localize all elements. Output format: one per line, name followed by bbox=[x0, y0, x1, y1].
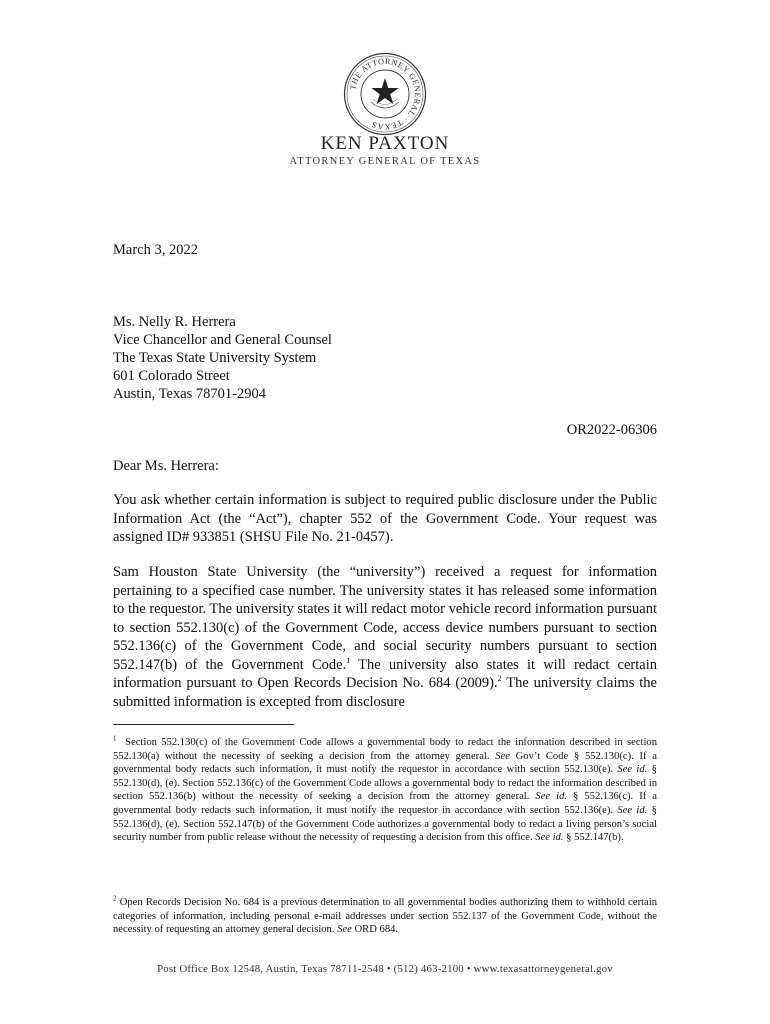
letterhead-footer: Post Office Box 12548, Austin, Texas 78711-2548 • (512) 463-2100 • www.texasattorneygeneral.gov bbox=[157, 963, 613, 975]
attorney-general-name: KEN PAXTON bbox=[320, 133, 450, 154]
footnote-1 bbox=[113, 736, 657, 845]
attorney-general-seal bbox=[343, 52, 427, 136]
recipient-street: 601 Colorado Street bbox=[113, 368, 230, 384]
star-icon bbox=[371, 78, 398, 104]
footnote-2 bbox=[113, 896, 657, 937]
recipient-title: Vice Chancellor and General Counsel bbox=[113, 332, 332, 348]
footnote-marker: 2 bbox=[497, 674, 502, 684]
paragraph-text: The university claims the submitted information is excepted from disclosure bbox=[113, 675, 657, 710]
letter-date: March 3, 2022 bbox=[113, 242, 198, 258]
citation-signal: See bbox=[495, 750, 510, 762]
salutation: Dear Ms. Herrera: bbox=[113, 458, 219, 474]
citation-signal: See id. bbox=[617, 804, 648, 816]
footnote-number: 2 bbox=[113, 894, 117, 903]
footnote-text: § 552.136(c). If a governmental body redacts such information, it must notify the requestor in accordance with section 552.136(e). bbox=[113, 791, 657, 816]
citation-signal: See id. bbox=[535, 791, 568, 803]
paragraph-text: Sam Houston State University (the “university”) received a request for information pertaining to a specified case number. The university states it has released some information to the requestor. The university states it will redact motor vehicle record information pursuant to section 552.130(c) of the Government Code, access device numbers pursuant to section 552.136(c) of the Government Code, and social security numbers pursuant to section 552.147(b) of the Government Code. bbox=[113, 564, 657, 673]
recipient-organization: The Texas State University System bbox=[113, 350, 317, 366]
citation-signal: See id. bbox=[535, 832, 564, 844]
paragraph-request: You ask whether certain information is subject to required public disclosure under the Public Information Act (the “Act”), chapter 552 of the Government Code. Your request was assigned ID# 933851 (SHSU File No. 21-0457). bbox=[113, 492, 657, 545]
footnote-divider bbox=[113, 724, 294, 725]
paragraph-university bbox=[113, 563, 657, 711]
footnote-text: Open Records Decision No. 684 is a previous determination to all governmental bodies authorizing them to withhold certain categories of information, including personal e-mail addresses under section 552.137 of the Government Code, without the necessity of requesting an attorney general decision. bbox=[113, 897, 657, 936]
reference-number: OR2022-06306 bbox=[566, 422, 657, 438]
seal-ring-text: THE ATTORNEY GENERAL · TEXAS bbox=[348, 56, 423, 132]
footnote-text: ORD 684. bbox=[351, 924, 399, 936]
footnote-text: Section 552.130(c) of the Government Code allows a governmental body to redact the information described in section 552.130(a) without the necessity of seeking a decision from the attorney general. bbox=[113, 737, 657, 762]
footnote-text: Gov’t Code § 552.130(c). If a governmental body redacts such information, it must notify the requestor in accordance with section 552.130(e). bbox=[113, 750, 657, 776]
recipient-city: Austin, Texas 78701-2904 bbox=[113, 386, 266, 402]
citation-signal: See id. bbox=[617, 764, 648, 776]
footnote-marker: 1 bbox=[346, 655, 351, 665]
footnote-number: 1 bbox=[113, 734, 117, 743]
citation-signal: See bbox=[337, 924, 352, 936]
footnote-text: § 552.136(d), (e). Section 552.147(b) of the Government Code authorizes a governmental body to redact a living person’s social security number from public release without the necessity of requesting a decision from this office. bbox=[113, 804, 657, 844]
recipient-name: Ms. Nelly R. Herrera bbox=[113, 314, 236, 330]
paragraph-text: The university also states it will redact certain information pursuant to Open Records Decision No. 684 (2009). bbox=[113, 656, 657, 691]
footnote-text: § 552.147(b). bbox=[563, 832, 624, 844]
footnote-text: § 552.130(d), (e). Section 552.136(c) of the Government Code allows a governmental body to redact the information described in section 552.136(b) without the necessity of seeking a decision from the attorney general. bbox=[113, 764, 657, 803]
attorney-general-title: ATTORNEY GENERAL OF TEXAS bbox=[289, 156, 481, 167]
